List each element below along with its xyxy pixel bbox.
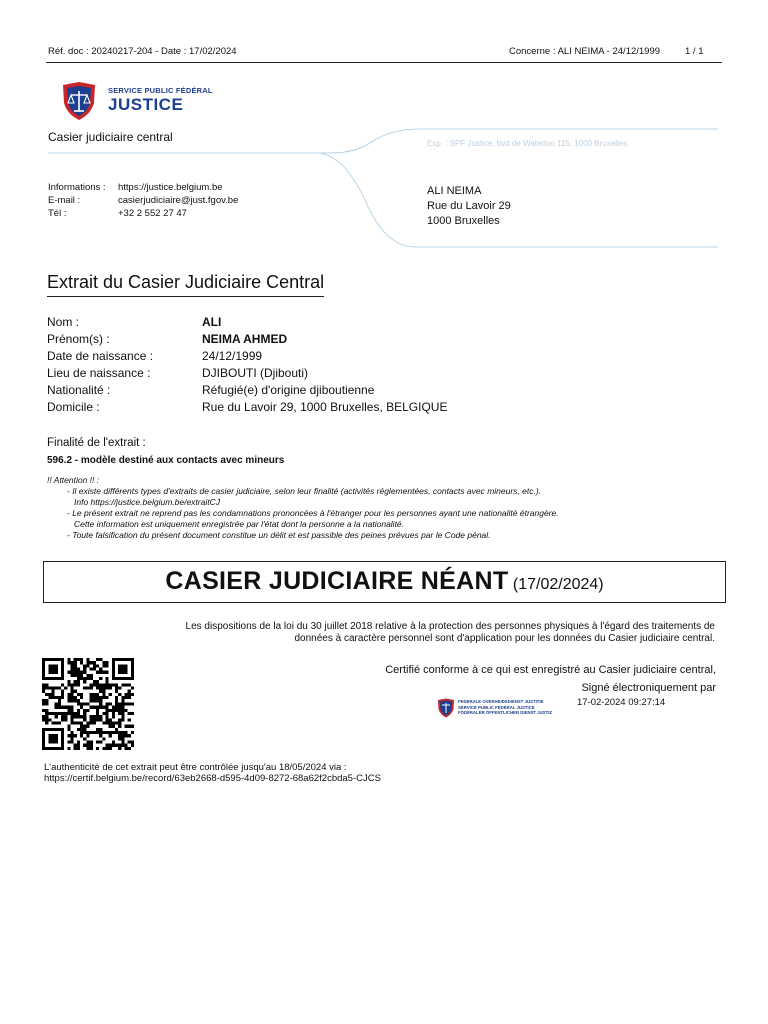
identity-row — [47, 399, 447, 416]
contact-row-informations — [48, 181, 238, 194]
identity-label: Date de naissance : — [47, 349, 154, 363]
page-number: 1 / 1 — [685, 46, 704, 57]
identity-value: Réfugié(e) d'origine djiboutienne — [202, 383, 375, 397]
authenticity-notice — [44, 762, 381, 784]
identity-label: Lieu de naissance : — [47, 366, 151, 380]
contact-email[interactable]: casierjudiciaire@just.fgov.be — [118, 195, 239, 206]
logo-service-label: SERVICE PUBLIC FÉDÉRAL — [108, 86, 213, 95]
qr-code-icon[interactable] — [39, 658, 137, 755]
signature-timestamp: 17-02-2024 09:27:14 — [577, 697, 666, 708]
result-date: (17/02/2024) — [512, 576, 604, 593]
authenticity-url[interactable]: https://certif.belgium.be/record/63eb2668-d595-4d09-8272-68a62f2cbda5-CJCS — [44, 773, 381, 784]
header-rule — [46, 62, 722, 63]
contact-phone: +32 2 552 27 47 — [118, 208, 187, 219]
identity-value: 24/12/1999 — [202, 349, 263, 363]
doc-reference: Réf. doc : 20240217-204 - Date : 17/02/2024 — [48, 46, 237, 57]
identity-value: Rue du Lavoir 29, 1000 Bruxelles, BELGIQUE — [202, 400, 448, 414]
certification-line: Certifié conforme à ce qui est enregistré au Casier judiciaire central, — [385, 664, 716, 676]
department-name: Casier judiciaire central — [48, 130, 173, 144]
attention-line: Cette information est uniquement enregistrée par l'état dont la personne a la nationalité. — [74, 519, 405, 529]
legal-notice — [60, 621, 715, 644]
finalite-value: 596.2 - modèle destiné aux contacts avec mineurs — [47, 455, 285, 466]
justice-shield-icon — [59, 81, 99, 126]
recipient-street: Rue du Lavoir 29 — [427, 200, 511, 212]
identity-label: Domicile : — [47, 400, 100, 414]
signer-line: SERVICE PUBLIC FÉDÉRAL JUSTICE — [458, 704, 535, 710]
identity-value: ALI — [202, 315, 222, 329]
recipient-city: 1000 Bruxelles — [427, 215, 500, 227]
attention-line: - Toute falsification du présent document constitue un délit et est passible des peines prévues par le Code pénal. — [67, 530, 491, 540]
identity-value: DJIBOUTI (Djibouti) — [202, 366, 309, 380]
attention-line: Info https://justice.belgium.be/extraitCJ — [74, 497, 220, 507]
identity-value: NEIMA AHMED — [202, 332, 288, 346]
identity-row — [47, 314, 447, 331]
doc-concerne: Concerne : ALI NEIMA - 24/12/1999 — [509, 46, 661, 57]
contact-row-email — [48, 194, 238, 207]
identity-label: Nom : — [47, 315, 80, 329]
identity-row — [47, 365, 447, 382]
signature-label: Signé électroniquement par — [581, 682, 716, 694]
identity-row — [47, 348, 447, 365]
contact-label: E-mail : — [48, 195, 81, 206]
signer-line: FÖDERALER ÖFFENTLICHER DIENST JUSTIZ — [458, 710, 553, 716]
signer-line: FEDERALE OVERHEIDSDIENST JUSTITIE — [458, 699, 544, 704]
attention-line: - Le présent extrait ne reprend pas les condamnations prononcées à l'étranger pour les personnes ayant une nationalité étrangère. — [67, 508, 559, 518]
legal-line: Les dispositions de la loi du 30 juillet 2018 relative à la protection des personnes physiques à l'égard des traitements de — [185, 621, 715, 632]
contact-website[interactable]: https://justice.belgium.be — [118, 182, 223, 193]
contact-info — [48, 181, 238, 220]
signer-name — [458, 699, 552, 716]
identity-label: Prénom(s) : — [47, 332, 110, 346]
attention-notice — [47, 475, 559, 541]
legal-line: données à caractère personnel sont d'application pour les données du Casier judiciaire central. — [294, 632, 715, 644]
attention-line: - Il existe différents types d'extraits de casier judiciaire, selon leur finalité (activités réglementées, contacts avec mineurs, etc.). — [67, 486, 542, 496]
authenticity-line: L'authenticité de cet extrait peut être contrôlée jusqu'au 18/05/2024 via : — [44, 762, 347, 773]
recipient-address — [427, 184, 511, 229]
result-text: CASIER JUDICIAIRE NÉANT — [165, 567, 509, 595]
signer-shield-icon — [436, 697, 456, 724]
identity-row — [47, 382, 447, 399]
logo-justice-label: JUSTICE — [108, 95, 184, 114]
recipient-name: ALI NEIMA — [427, 185, 482, 197]
identity-table — [47, 314, 447, 416]
identity-label: Nationalité : — [47, 383, 111, 397]
finalite-label: Finalité de l'extrait : — [47, 437, 146, 449]
sender-address: Exp. : SPF Justice, bvd de Waterloo 115, 1000 Bruxelles — [427, 139, 628, 148]
contact-label: Informations : — [48, 182, 106, 193]
contact-row-phone — [48, 207, 238, 220]
result-box — [43, 561, 726, 603]
attention-title: !! Attention !! : — [47, 475, 100, 485]
contact-label: Tél : — [48, 208, 67, 219]
identity-row — [47, 331, 447, 348]
document-title: Extrait du Casier Judiciaire Central — [47, 272, 324, 297]
